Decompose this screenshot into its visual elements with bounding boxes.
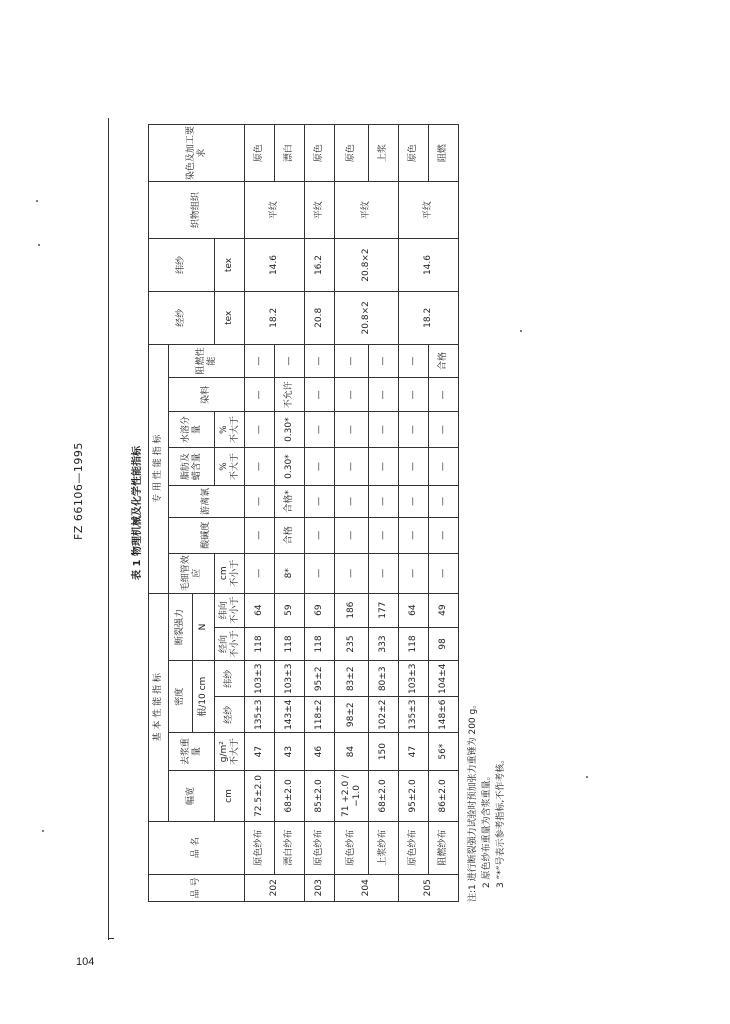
- cell-dye: —: [369, 378, 399, 412]
- cell-warp-density: 102±2: [369, 697, 399, 733]
- cell-width: 72.5±2.0: [245, 771, 275, 822]
- cell-weft-density: 104±4: [429, 661, 459, 697]
- cell-flame: —: [245, 344, 275, 378]
- cell-weft-density: 103±3: [245, 661, 275, 697]
- header-maoxi: 毛细管效应: [169, 553, 215, 593]
- cell-weft-density: 80±3: [369, 661, 399, 697]
- cell-weft-strength: 186: [335, 593, 369, 627]
- cell-name: 原色纱布: [305, 821, 335, 874]
- cell-code: 204: [335, 874, 399, 901]
- cell-width: 68±2.0: [369, 771, 399, 822]
- cell-chlorine: —: [429, 486, 459, 518]
- cell-weft-strength: 64: [245, 593, 275, 627]
- shuirong-limit: 不大于: [229, 416, 240, 444]
- page-number: 104: [76, 956, 95, 968]
- zhifang-unit: %: [218, 462, 229, 471]
- cell-ph: —: [245, 517, 275, 553]
- header-pin-ming: 品 名: [149, 821, 245, 874]
- header-pin-hao: 品 号: [149, 874, 245, 901]
- cell-flame: —: [305, 344, 335, 378]
- cell-process: 原色: [245, 125, 275, 182]
- header-shuirong-unit: [215, 412, 245, 448]
- header-youli: 游离氯: [169, 486, 245, 518]
- header-jingsha: 经纱: [215, 697, 245, 733]
- cell-warp-density: 135±3: [399, 697, 429, 733]
- cell-code: 203: [305, 874, 335, 901]
- cell-weight: 56*: [429, 733, 459, 771]
- shuirong-unit: %: [218, 425, 229, 434]
- cell-weft-strength: 59: [275, 593, 305, 627]
- cell-flame: —: [335, 344, 369, 378]
- bottom-rule: [108, 938, 114, 939]
- header-tex-weft: tex: [215, 239, 245, 292]
- table-notes: [466, 700, 508, 902]
- cell-weight: 47: [399, 733, 429, 771]
- cell-ph: —: [369, 517, 399, 553]
- header-weisha-tex: 纬纱: [149, 239, 215, 292]
- scan-speck: [36, 200, 38, 202]
- header-fukuan: 幅宽: [169, 771, 215, 822]
- qujiang-limit: 不大于: [229, 738, 240, 766]
- note-3: 3 “*”号表示参考指标,不作考核。: [496, 754, 506, 888]
- cell-name: 漂白纱布: [275, 821, 305, 874]
- cell-chlorine: —: [369, 486, 399, 518]
- cell-warp-strength: 118: [245, 627, 275, 661]
- cell-weft-tex: 20.8×2: [335, 239, 399, 292]
- cell-warp-strength: 118: [399, 627, 429, 661]
- cell-name: 上浆纱布: [369, 821, 399, 874]
- cell-chlorine: —: [305, 486, 335, 518]
- cell-flame: —: [399, 344, 429, 378]
- cell-process: 原色: [305, 125, 335, 182]
- cell-warp-strength: 235: [335, 627, 369, 661]
- header-midu-unit: 根/10 cm: [193, 661, 215, 733]
- cell-process: 原色: [399, 125, 429, 182]
- cell-water-sol: —: [305, 412, 335, 448]
- cell-capillary: —: [429, 553, 459, 593]
- cell-warp-tex: 20.8×2: [335, 291, 399, 344]
- cell-weave: 平纹: [399, 182, 459, 239]
- header-ranse: 染色及加工要求: [149, 125, 245, 182]
- header-zhuanyong: 专 用 性 能 指 标: [149, 344, 169, 593]
- cell-capillary: —: [369, 553, 399, 593]
- cell-flame: —: [275, 344, 305, 378]
- note-1: 注:1 进行断裂强力试验时预加张力重锤为 200 g。: [468, 699, 478, 902]
- cell-weft-density: 103±3: [399, 661, 429, 697]
- cell-warp-strength: 333: [369, 627, 399, 661]
- header-zhiwu: 织物组织: [149, 182, 245, 239]
- cell-width: 85±2.0: [305, 771, 335, 822]
- cell-warp-tex: 20.8: [305, 291, 335, 344]
- header-qujiang: 去浆重量: [169, 733, 215, 771]
- header-zhifang: 脂肪及蜡含量: [169, 448, 215, 486]
- cell-weight: 84: [335, 733, 369, 771]
- cell-fat: —: [305, 448, 335, 486]
- jingxiang-limit: 不小于: [229, 630, 240, 658]
- header-weixiang: [215, 593, 245, 627]
- header-suanjian: 酸碱度: [169, 517, 245, 553]
- weixiang-label: 纬向: [218, 601, 229, 620]
- cell-ph: 合格: [275, 517, 305, 553]
- cell-weft-density: 83±2: [335, 661, 369, 697]
- header-jiben: 基 本 性 能 指 标: [149, 593, 169, 821]
- cell-width: 68±2.0: [275, 771, 305, 822]
- cell-dye: —: [399, 378, 429, 412]
- header-duanlie-unit: N: [193, 593, 215, 661]
- table-caption: 表 1 物理机械及化学性能指标: [132, 446, 143, 580]
- header-qujiang-unit: [215, 733, 245, 771]
- zhifang-limit: 不大于: [229, 453, 240, 481]
- cell-weft-strength: 49: [429, 593, 459, 627]
- cell-weft-tex: 14.6: [245, 239, 305, 292]
- table-row: [399, 125, 429, 902]
- header-tex-warp: tex: [215, 291, 245, 344]
- cell-fat: —: [369, 448, 399, 486]
- cell-fat: —: [335, 448, 369, 486]
- cell-weight: 43: [275, 733, 305, 771]
- cell-water-sol: 0.30*: [275, 412, 305, 448]
- table-row: [305, 125, 335, 902]
- cell-weft-density: 95±2: [305, 661, 335, 697]
- cell-ph: —: [429, 517, 459, 553]
- cell-water-sol: —: [335, 412, 369, 448]
- header-shuirong: 水溶分量: [169, 412, 215, 448]
- cell-capillary: 8*: [275, 553, 305, 593]
- cell-warp-density: 98±2: [335, 697, 369, 733]
- cell-weft-strength: 69: [305, 593, 335, 627]
- header-zuran: 阻燃性能: [169, 344, 245, 378]
- header-zhifang-unit: [215, 448, 245, 486]
- rotated-table-block: [130, 124, 514, 902]
- cell-warp-density: 143±4: [275, 697, 305, 733]
- header-jingsha-tex: 经纱: [149, 291, 215, 344]
- cell-weft-tex: 16.2: [305, 239, 335, 292]
- cell-capillary: —: [245, 553, 275, 593]
- scan-speck: [586, 776, 588, 778]
- cell-process: 阻燃: [429, 125, 459, 182]
- cell-code: 205: [399, 874, 459, 901]
- header-weisha: 纬纱: [215, 661, 245, 697]
- cell-warp-density: 148±6: [429, 697, 459, 733]
- weixiang-limit: 不小于: [229, 596, 240, 624]
- cell-weft-tex: 14.6: [399, 239, 459, 292]
- left-margin-rule: [108, 118, 109, 940]
- table-row: [335, 125, 369, 902]
- cell-warp-strength: 98: [429, 627, 459, 661]
- header-row-1: [149, 125, 169, 902]
- cell-chlorine: —: [335, 486, 369, 518]
- cell-name: 原色纱布: [335, 821, 369, 874]
- cell-chlorine: 合格*: [275, 486, 305, 518]
- cell-width: 95±2.0: [399, 771, 429, 822]
- cell-chlorine: —: [399, 486, 429, 518]
- cell-fat: —: [429, 448, 459, 486]
- cell-capillary: —: [335, 553, 369, 593]
- cell-flame: 合格: [429, 344, 459, 378]
- standard-code: FZ 66106—1995: [72, 442, 85, 540]
- header-midu: 密度: [169, 661, 193, 733]
- cell-water-sol: —: [429, 412, 459, 448]
- cell-capillary: —: [399, 553, 429, 593]
- properties-table: [148, 124, 459, 902]
- cell-warp-strength: 118: [305, 627, 335, 661]
- cell-water-sol: —: [245, 412, 275, 448]
- cell-dye: —: [305, 378, 335, 412]
- jingxiang-label: 经向: [218, 634, 229, 653]
- cell-warp-tex: 18.2: [245, 291, 305, 344]
- cell-weave: 平纹: [305, 182, 335, 239]
- header-duanlie: 断裂强力: [169, 593, 193, 661]
- cell-ph: —: [305, 517, 335, 553]
- cell-name: 原色纱布: [245, 821, 275, 874]
- cell-name: 原色纱布: [399, 821, 429, 874]
- cell-dye: —: [429, 378, 459, 412]
- maoxi-limit: 不小于: [229, 559, 240, 587]
- scan-speck: [38, 244, 40, 246]
- cell-width: 86±2.0: [429, 771, 459, 822]
- cell-weight: 46: [305, 733, 335, 771]
- cell-process: 原色: [335, 125, 369, 182]
- cell-warp-tex: 18.2: [399, 291, 459, 344]
- header-ranliao: 染料: [169, 378, 245, 412]
- cell-ph: —: [335, 517, 369, 553]
- scan-speck: [520, 330, 522, 332]
- cell-flame: —: [369, 344, 399, 378]
- cell-dye: —: [335, 378, 369, 412]
- cell-process: 上浆: [369, 125, 399, 182]
- cell-weft-strength: 177: [369, 593, 399, 627]
- cell-fat: —: [399, 448, 429, 486]
- cell-capillary: —: [305, 553, 335, 593]
- cell-warp-strength: 118: [275, 627, 305, 661]
- cell-width: 71 +2.0 / −1.0: [335, 771, 369, 822]
- cell-fat: —: [245, 448, 275, 486]
- cell-weave: 平纹: [335, 182, 399, 239]
- note-2: 2 原色纱布重量为含浆重量。: [482, 771, 492, 888]
- cell-name: 阻燃纱布: [429, 821, 459, 874]
- table-row: [245, 125, 275, 902]
- cell-warp-density: 135±3: [245, 697, 275, 733]
- header-fukuan-unit: cm: [215, 771, 245, 822]
- cell-water-sol: —: [369, 412, 399, 448]
- scan-speck: [42, 830, 44, 832]
- cell-ph: —: [399, 517, 429, 553]
- cell-fat: 0.30*: [275, 448, 305, 486]
- maoxi-unit: cm: [218, 566, 229, 581]
- cell-weft-density: 103±3: [275, 661, 305, 697]
- cell-weave: 平纹: [245, 182, 305, 239]
- header-jingxiang: [215, 627, 245, 661]
- cell-dye: —: [245, 378, 275, 412]
- cell-process: 漂白: [275, 125, 305, 182]
- cell-dye: 不允许: [275, 378, 305, 412]
- header-maoxi-unit: [215, 553, 245, 593]
- cell-weight: 47: [245, 733, 275, 771]
- cell-weft-strength: 64: [399, 593, 429, 627]
- cell-chlorine: —: [245, 486, 275, 518]
- cell-weight: 150: [369, 733, 399, 771]
- cell-warp-density: 118±2: [305, 697, 335, 733]
- cell-code: 202: [245, 874, 305, 901]
- cell-water-sol: —: [399, 412, 429, 448]
- qujiang-unit: g/m²: [218, 741, 229, 763]
